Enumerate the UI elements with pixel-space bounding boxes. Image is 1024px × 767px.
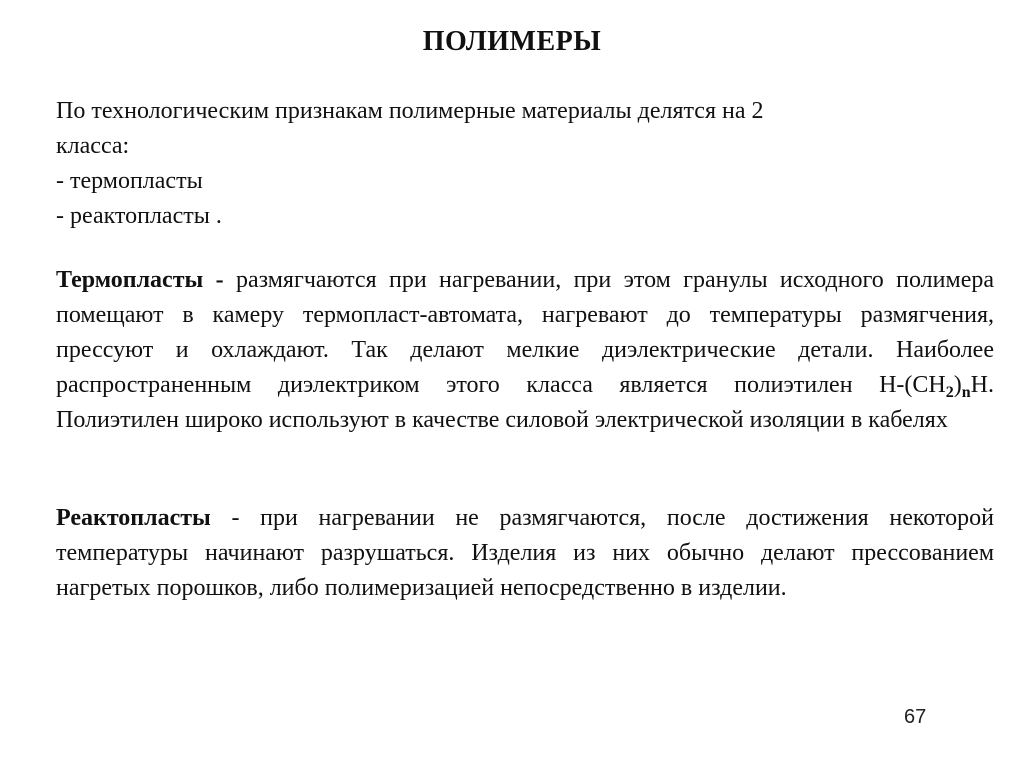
thermosets-term: Реактопласты	[56, 505, 211, 531]
intro-line: По технологическим признакам полимерные материалы делятся на 2	[56, 98, 764, 124]
class-item-thermoplastics: - термопласты	[56, 168, 203, 194]
intro-line: класса:	[56, 133, 130, 159]
intro-block	[56, 94, 956, 234]
formula-subscript-2: 2	[945, 384, 954, 401]
formula-prefix: H-(CH	[879, 372, 946, 398]
thermosets-paragraph	[56, 501, 994, 606]
slide-title: ПОЛИМЕРЫ	[422, 26, 602, 57]
formula-subscript-n: n	[961, 384, 971, 401]
class-item-thermosets: - реактопласты .	[56, 203, 222, 229]
polyethylene-formula	[879, 372, 988, 401]
thermosets-text: - при нагревании не размягчаются, после достижения некоторой температуры начинают разрушаться. Изделия из них обычно делают прессованием нагретых порошков, либо полимеризацией непосредственно в изделии.	[56, 505, 994, 601]
thermoplastics-text: размягчаются при нагревании, при этом гранулы исходного полимера помещают в камеру термопласт-автомата, нагревают до температуры размягчения, прессуют и охлаждают. Так делают мелкие диэлектрические детали. Наиболее распространенным диэлектриком этого класса является полиэтилен	[56, 267, 994, 398]
thermoplastics-text-end: . Полиэтилен широко используют в качестве силовой электрической изоляции в кабелях	[56, 372, 994, 433]
formula-mid: )	[953, 372, 962, 398]
thermoplastics-paragraph	[56, 263, 994, 438]
thermoplastics-term: Термопласты -	[56, 267, 224, 293]
formula-suffix: H	[970, 372, 988, 398]
page-number: 67	[904, 706, 927, 728]
